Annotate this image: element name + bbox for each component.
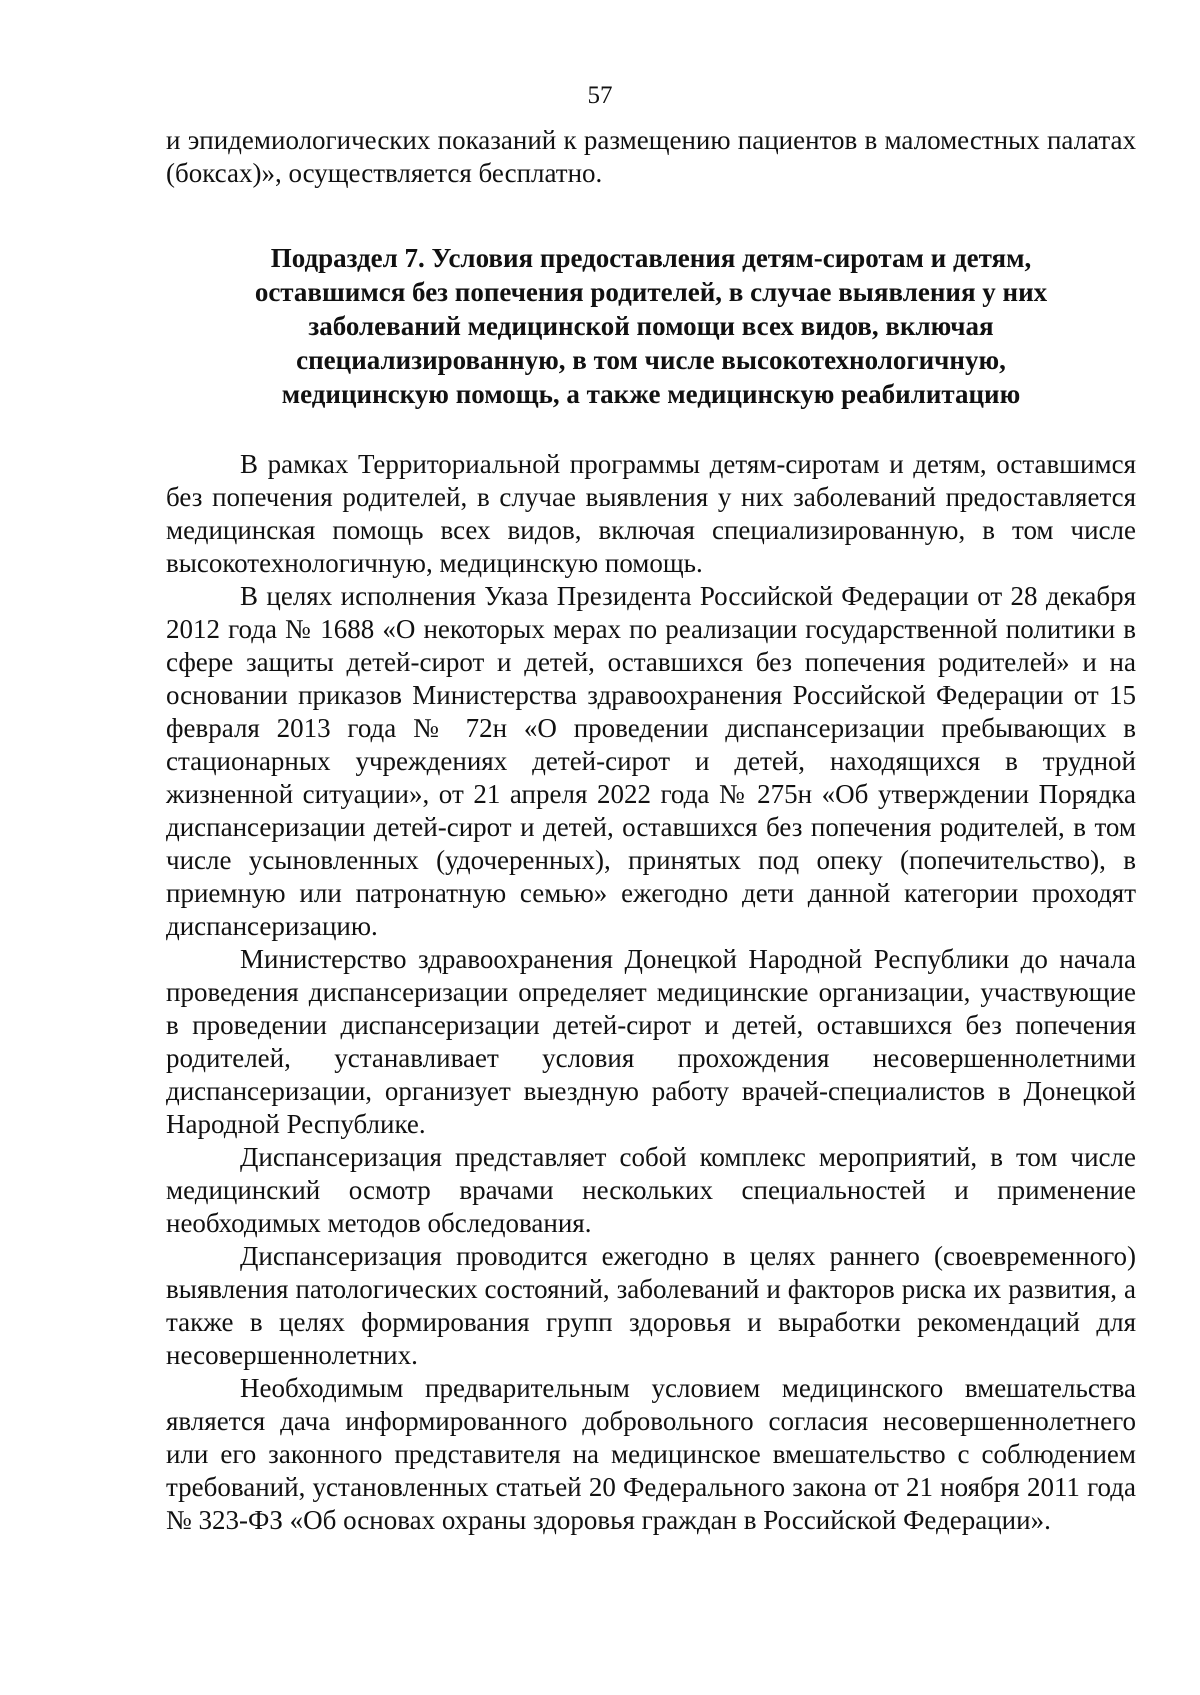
document-body	[166, 124, 1136, 1537]
body-paragraph: В рамках Территориальной программы детям-сиротам и детям, оставшимся без попечения родителей, в случае выявления у них заболеваний предоставляется медицинская помощь всех видов, включая специализированную, в том числе высокотехнологичную, медицинскую помощь.	[166, 449, 1136, 578]
heading-line: Подраздел 7. Условия предоставления детям-сиротам и детям,	[270, 243, 1032, 273]
body-paragraph: В целях исполнения Указа Президента Российской Федерации от 28 декабря 2012 года № 1688 «О некоторых мерах по реализации государственной политики в сфере защиты детей-сирот и детей, оставшихся без попечения родителей» и на основании приказов Министерства здравоохранения Российской Федерации от 15 февраля 2013 года № 72н «О проведении диспансеризации пребывающих в стационарных учреждениях детей-сирот и детей, находящихся в трудной жизненной ситуации», от 21 апреля 2022 года № 275н «Об утверждении Порядка диспансеризации детей-сирот и детей, оставшихся без попечения родителей, в том числе усыновленных (удочеренных), принятых под опеку (попечительство), в приемную или патронатную семью» ежегодно дети данной категории проходят диспансеризацию.	[166, 581, 1136, 941]
heading-line: заболеваний медицинской помощи всех видов, включая	[308, 311, 994, 341]
body-paragraph: Необходимым предварительным условием медицинского вмешательства является дача информированного добровольного согласия несовершеннолетнего или его законного представителя на медицинское вмешательство с соблюдением требований, установленных статьей 20 Федерального закона от 21 ноября 2011 года № 323-ФЗ «Об основах охраны здоровья граждан в Российской Федерации».	[166, 1373, 1136, 1535]
heading-line: медицинскую помощь, а также медицинскую реабилитацию	[281, 379, 1021, 409]
heading-line: оставшимся без попечения родителей, в случае выявления у них	[254, 277, 1048, 307]
heading-line: специализированную, в том числе высокотехнологичную,	[296, 345, 1006, 375]
page-number: 57	[587, 82, 613, 109]
intro-paragraph: и эпидемиологических показаний к размещению пациентов в маломестных палатах (боксах)», осуществляется бесплатно.	[166, 125, 1136, 188]
body-paragraph: Диспансеризация проводится ежегодно в целях раннего (своевременного) выявления патологических состояний, заболеваний и факторов риска их развития, а также в целях формирования групп здоровья и выработки рекомендаций для несовершеннолетних.	[166, 1241, 1136, 1370]
section-heading	[166, 241, 1136, 411]
body-paragraph: Диспансеризация представляет собой комплекс мероприятий, в том числе медицинский осмотр врачами нескольких специальностей и применение необходимых методов обследования.	[166, 1142, 1136, 1238]
body-paragraph: Министерство здравоохранения Донецкой Народной Республики до начала проведения диспансеризации определяет медицинские организации, участвующие в проведении диспансеризации детей-сирот и детей, оставшихся без попечения родителей, устанавливает условия прохождения несовершеннолетними диспансеризации, организует выездную работу врачей-специалистов в Донецкой Народной Республике.	[166, 944, 1136, 1139]
